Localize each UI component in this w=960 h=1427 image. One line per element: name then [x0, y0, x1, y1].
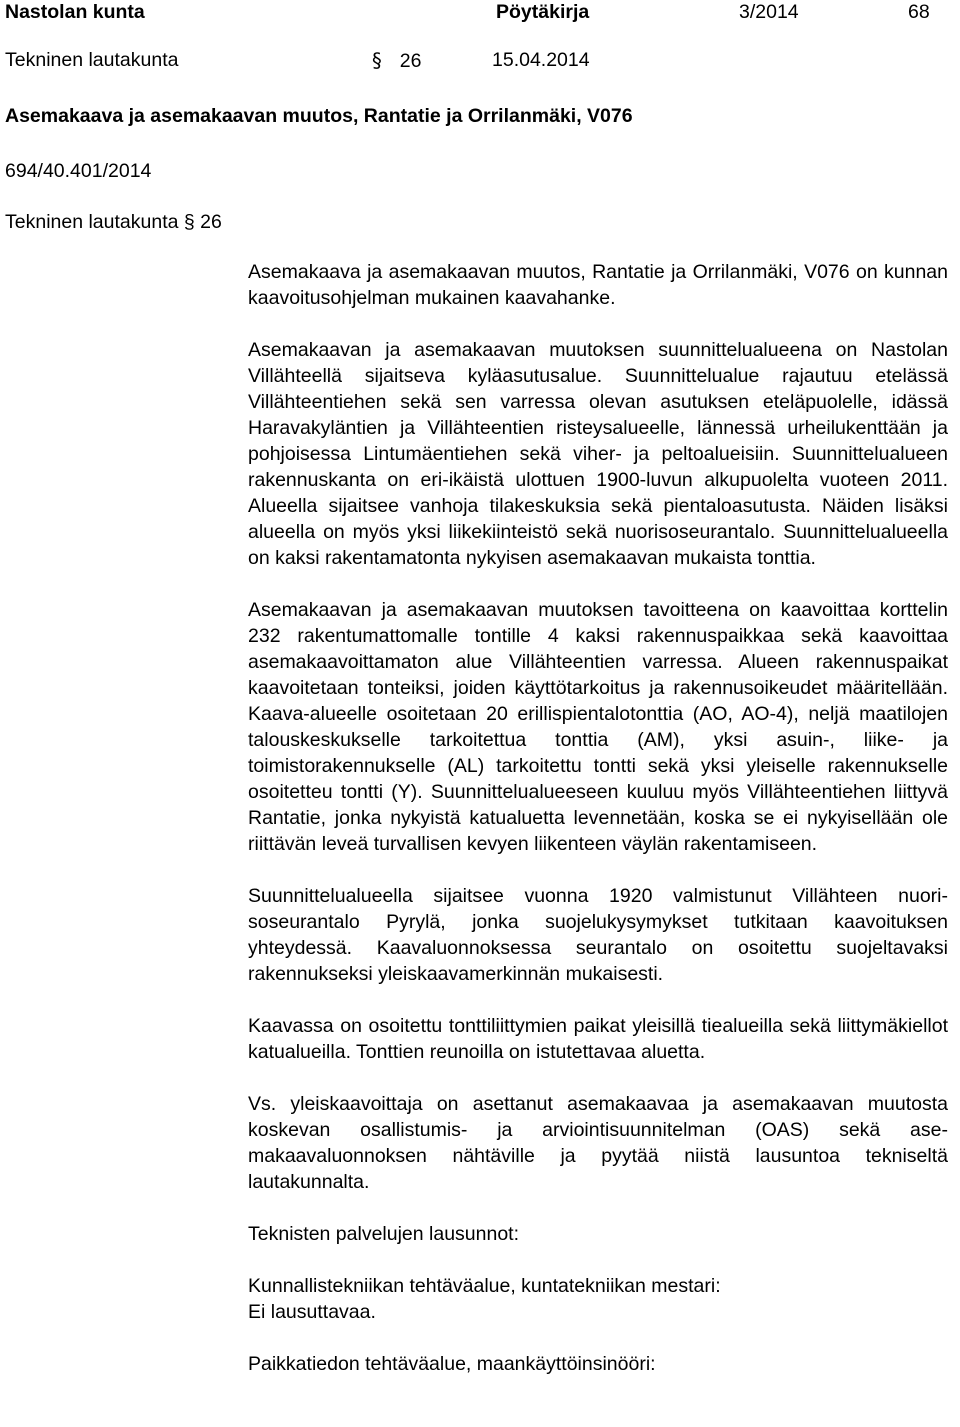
paragraph-request: Vs. yleiskaavoittaja on asettanut asemakaavaa ja asemakaavan muutosta koskevan osallistumis- ja arviointisuunnitelman (OAS) sekä asemakaavaluonnoksen nähtäville ja pyytää niistä lausuntoa tekniseltä lautakunnalta.: [248, 1093, 948, 1193]
organization-name: Nastolan kunta: [5, 1, 145, 23]
statement-1-title: Kunnallistekniikan tehtäväalue, kuntatekniikan mestari:: [248, 1275, 721, 1297]
section-sign: §: [372, 49, 382, 72]
case-body: [248, 259, 948, 1377]
meeting-date: 15.04.2014: [492, 49, 590, 71]
paragraph-protection: Suunnittelualueella sijaitsee vuonna 1920 valmistunut Villähteen nuorisoseurantalo Pyrylä, jonka suojelukysymykset tutkitaan kaavoituksen yhteydessä. Kaavaluonnoksessa seurantalo on osoitettu suojeltavaksi rakennukseksi yleiskaavamerkinnän mukaisesti.: [248, 885, 948, 985]
statements-heading: Teknisten palvelujen lausunnot:: [248, 1223, 520, 1245]
case-id: 694/40.401/2014: [5, 160, 152, 182]
paragraph-area: Asemakaavan ja asemakaavan muutoksen suunnittelualueena on Nastolan Villähteellä sijaitseva kyläasutusalue. Suunnittelualue rajautuu etelässä Villähteentiehen sekä sen varressa olevan asutuksen eteläpuolelle, idässä Haravakyläntien ja Villähteentien risteysalueelle, lännessä urheilukenttään ja pohjoisessa Lintumäentiehen sekä viher- ja peltoalueisiin. Suunnittelualueen rakennuskanta on eri-ikäistä ulottuen 1900-luvun alkupuolelta vuoteen 2011. Alueella sijaitsee vanhoja tilakeskuksia sekä pientaloasutusta. Näiden lisäksi alueella on myös yksi liikekiinteistö sekä nuorisoseurantalo. Suunnittelualueella on kaksi rakentamatonta nykyisen asemakaavan mukaista tonttia.: [248, 339, 948, 569]
document-number: 3/2014: [739, 1, 799, 23]
board-section-heading: Tekninen lautakunta § 26: [5, 211, 222, 233]
document-type: Pöytäkirja: [496, 1, 590, 23]
case-title: Asemakaava ja asemakaavan muutos, Rantatie ja Orrilanmäki, V076: [5, 105, 633, 127]
statement-2-title: Paikkatiedon tehtäväalue, maankäyttöinsinööri:: [248, 1353, 656, 1375]
page-number: 68: [908, 1, 930, 23]
section-number: 26: [399, 50, 422, 72]
statement-1-text: Ei lausuttavaa.: [248, 1301, 376, 1323]
board-name: Tekninen lautakunta: [5, 49, 179, 71]
paragraph-connections: Kaavassa on osoitettu tonttiliittymien paikat yleisillä tiealueilla sekä liittymäkiellot katualueilla. Tonttien reunoilla on istutettavaa aluetta.: [248, 1015, 948, 1063]
paragraph-intro: Asemakaava ja asemakaavan muutos, Rantatie ja Orrilanmäki, V076 on kunnan kaavoitusohjelman mukainen kaavahanke.: [248, 261, 948, 309]
paragraph-goals: Asemakaavan ja asemakaavan muutoksen tavoitteena on kaavoittaa korttelin 232 rakentumattomalle tontille 4 kaksi rakennuspaikkaa sekä kaavoittaa asemakaavoittamaton alue Villähteentien varressa. Alueen rakennuspaikat kaavoitetaan tonteiksi, joiden käyttötarkoitus ja rakennusoikeudet määritellään. Kaava-alueelle osoitetaan 20 erillispientalotonttia (AO, AO-4), neljä maatilojen talouskeskukselle tarkoitettua tonttia (AM), yksi asuin-, liike- ja toimistorakennukselle (AL) tarkoitettu tontti sekä yksi yleiselle rakennukselle osoitetteu tontti (Y). Suunnittelualueeseen kuuluu myös Villähteentiehen liittyvä Rantatie, jonka nykyistä katualuetta levennetään, koska se ei nykyisellään ole riittävän leveä turvallisen kevyen liikenteen väylän rakentamiseen.: [248, 599, 948, 855]
section-reference: [372, 51, 421, 72]
